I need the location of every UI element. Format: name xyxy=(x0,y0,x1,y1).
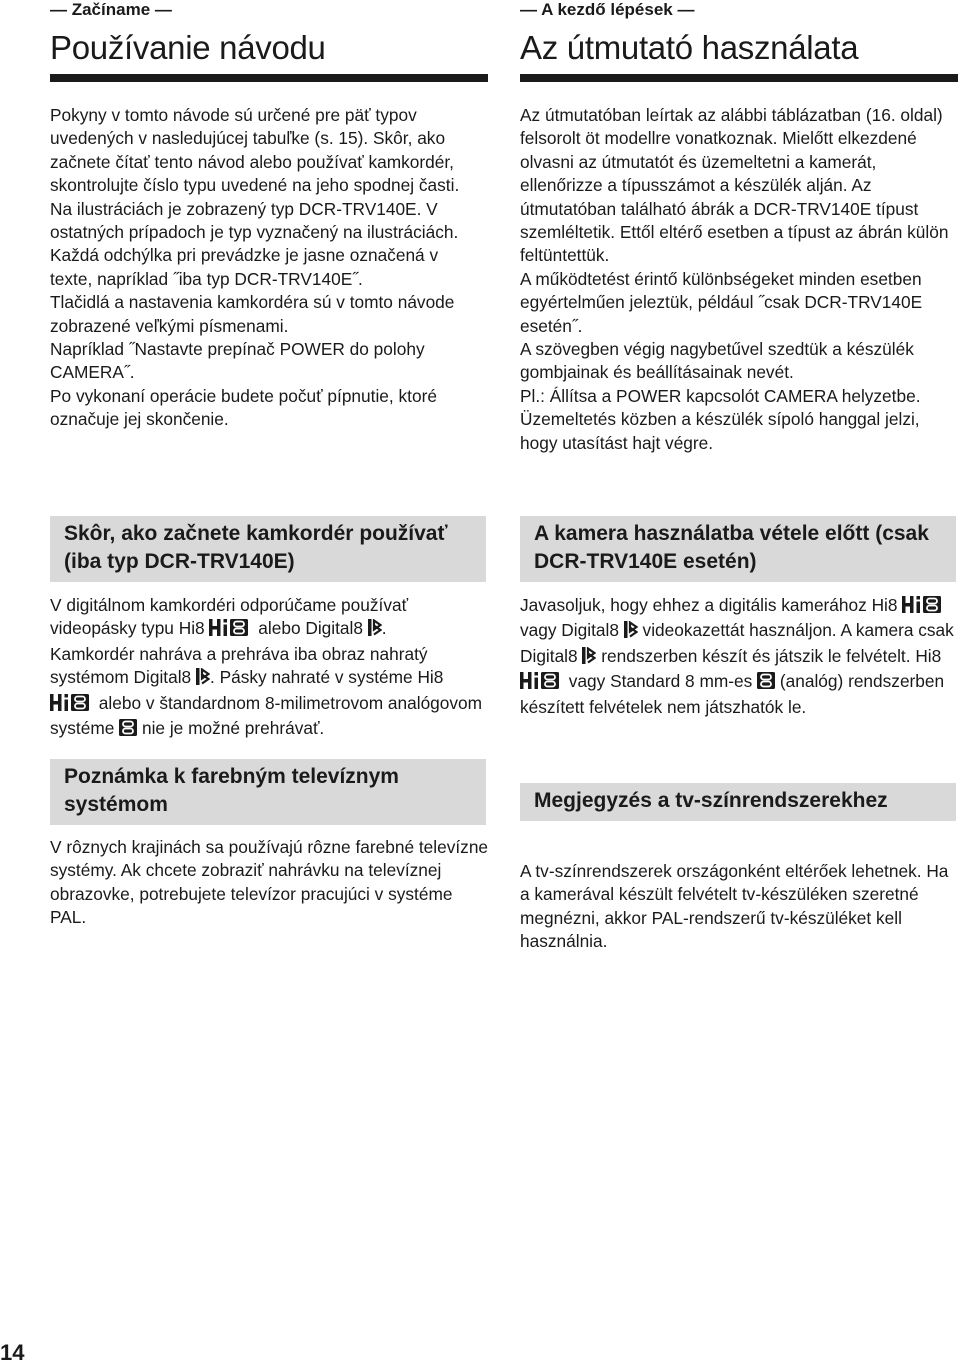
digital8-logo-icon xyxy=(196,668,210,691)
digital8-logo-icon xyxy=(368,619,382,642)
text-run: . xyxy=(381,618,387,639)
body-paragraph xyxy=(50,594,490,643)
column-hungarian xyxy=(520,0,958,952)
hi8-logo-icon xyxy=(50,694,94,717)
section-body xyxy=(520,594,960,719)
intro-paragraph: Az útmutatóban leírtak az alábbi táblázatban (16. oldal) felsorolt öt modellre vonatkoznak. Mielőtt elkezdené olvasni az útmutatót és üzemeltetni a kamerát, ellenőrizze a típusszámot a készülék alján. Az útmutatóban található ábrák a DCR-TRV140E típust szemléltetik. Ettől eltérő esetben a típust az ábrán külön feltüntettük. xyxy=(520,105,949,266)
text-run: . Pásky nahraté v systéme Hi8 xyxy=(209,667,444,688)
intro-paragraph: Pokyny v tomto návode sú určené pre päť typov uvedených v nasledujúcej tabuľke (s. 15). Skôr, ako začnete čítať tento návod alebo používať kamkordér, skontrolujte číslo typu uvedené na jeho spodnej časti. Na ilustráciách je zobrazený typ DCR-TRV140E. V ostatných prípadoch je typ vyznačený na ilustráciách. Každá odchýlka pri prevádzke je jasne označená v texte, napríklad ˝iba typ DCR-TRV140E˝. xyxy=(50,105,460,289)
body-paragraph: A tv-színrendszerek országonként eltérőek lehetnek. Ha a kamerával készült felvételt tv-készüléken szeretné megnézni, akkor PAL-rendszerű tv-készüléket kell használnia. xyxy=(520,861,949,952)
digital8-logo-icon xyxy=(624,621,638,644)
intro-paragraph: Pl.: Állítsa a POWER kapcsolót CAMERA helyzetbe. xyxy=(520,385,921,406)
text-run: (analóg) rendszerben készített felvételek nem játszhatók le. xyxy=(520,671,945,717)
section-kicker: — A kezdő lépések — xyxy=(520,0,695,19)
text-run: V digitálnom kamkordéri odporúčame používať videopásky typu Hi8 xyxy=(50,595,409,639)
intro-paragraph: A működtetést érintő különbségeket minden esetben egyértelműen jeleztük, például ˝csak DCR-TRV140E esetén˝. xyxy=(520,268,923,336)
hi8-logo-icon xyxy=(209,619,253,642)
text-run: Javasoljuk, hogy ehhez a digitális kamerához Hi8 xyxy=(520,595,903,615)
intro-paragraph: Napríklad ˝Nastavte prepínač POWER do polohy CAMERA˝. xyxy=(50,339,425,383)
section-heading: A kamera használatba vétele előtt (csak DCR-TRV140E esetén) xyxy=(520,516,956,582)
video8-logo-icon xyxy=(757,672,775,695)
text-run: videokazettát használjon. A kamera csak Digital8 xyxy=(520,620,954,666)
section-body xyxy=(50,594,490,742)
section-body xyxy=(520,860,960,954)
digital8-logo-icon xyxy=(582,647,596,670)
page-title: Používanie návodu xyxy=(50,29,326,66)
intro-text xyxy=(50,104,480,432)
section-body xyxy=(50,836,490,930)
intro-paragraph: Po vykonaní operácie budete počuť pípnutie, ktoré označuje jej skončenie. xyxy=(50,385,437,430)
body-paragraph xyxy=(520,594,960,719)
page-number: 14 xyxy=(0,1340,25,1365)
video8-logo-icon xyxy=(119,719,137,742)
section-heading: Megjegyzés a tv-színrendszerekhez xyxy=(520,783,956,821)
text-run: Kamkordér nahráva a prehráva iba obraz nahratý systémom Digital8 xyxy=(50,643,428,688)
section-heading: Skôr, ako začnete kamkordér používať (iba typ DCR-TRV140E) xyxy=(50,516,486,582)
intro-paragraph: A szövegben végig nagybetűvel szedtük a készülék gombjainak és beállításainak nevét. xyxy=(520,339,914,383)
page-title: Az útmutató használata xyxy=(520,29,859,66)
section-kicker: — Začíname — xyxy=(50,0,172,19)
intro-text xyxy=(520,104,950,455)
text-run: alebo Digital8 xyxy=(253,618,368,639)
text-run: nie je možné prehrávať. xyxy=(137,718,325,739)
column-slovak xyxy=(50,0,489,928)
text-run: vagy Digital8 xyxy=(520,620,624,641)
section-heading: Poznámka k farebným televíznym systémom xyxy=(50,759,486,825)
text-run: alebo v štandardnom 8-milimetrovom analógovom systéme xyxy=(50,692,483,739)
hi8-logo-icon xyxy=(902,596,946,619)
text-run: vagy Standard 8 mm-es xyxy=(564,671,758,692)
intro-paragraph: Tlačidlá a nastavenia kamkordéra sú v tomto návode zobrazené veľkými písmenami. xyxy=(50,292,455,336)
text-run: rendszerben készít és játszik le felvételt. Hi8 xyxy=(596,645,942,666)
body-paragraph: V rôznych krajinách sa používajú rôzne farebné televízne systémy. Ak chcete zobraziť nahrávku na televíznej obrazovke, potrebujete televízor pracujúci v systéme PAL. xyxy=(50,837,489,928)
intro-paragraph: Üzemeltetés közben a készülék sípoló hanggal jelzi, hogy utasítást hajt végre. xyxy=(520,409,920,453)
body-paragraph xyxy=(50,643,490,743)
title-rule xyxy=(50,74,488,82)
hi8-logo-icon xyxy=(520,672,564,695)
title-rule xyxy=(520,74,958,82)
